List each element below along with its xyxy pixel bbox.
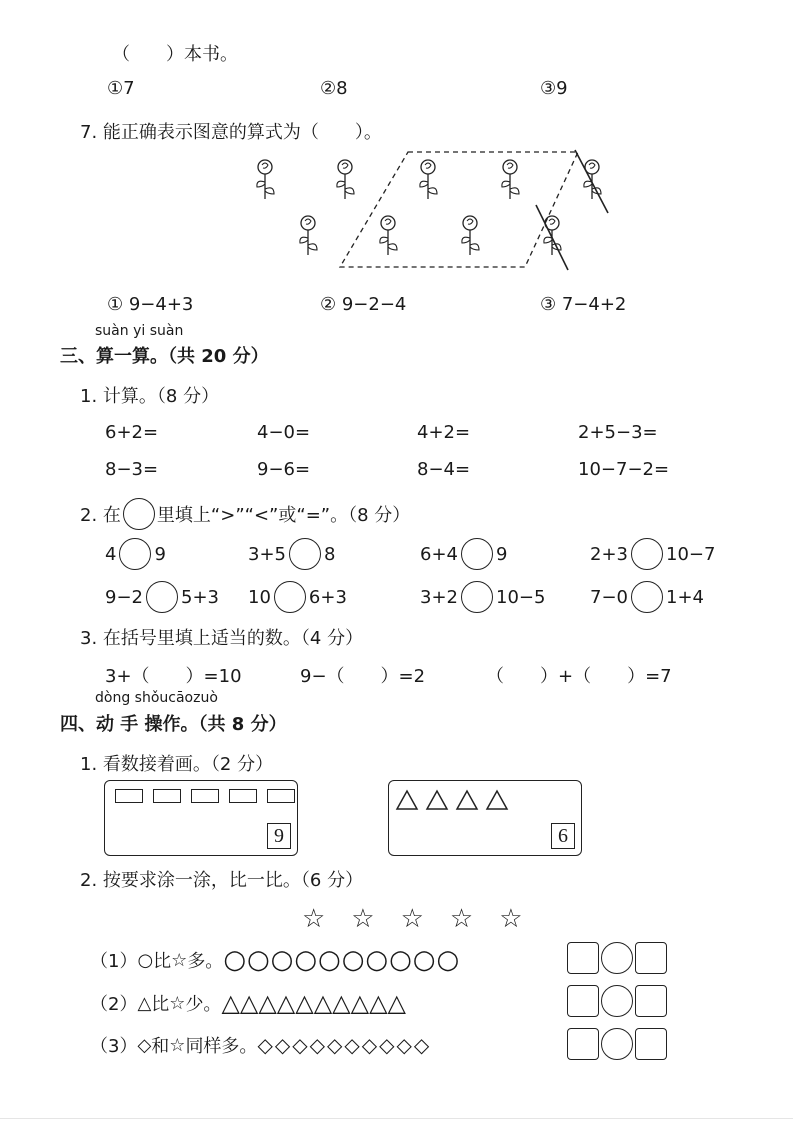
compare-item: 9−2 5+3 <box>105 581 219 613</box>
compare-item: 6+4 9 <box>420 538 507 570</box>
answer-group-3 <box>567 1028 667 1060</box>
answer-circle[interactable] <box>601 942 633 974</box>
triangle-icon <box>397 791 417 809</box>
page-bottom-divider <box>0 1118 793 1119</box>
q6-blank-line: （ ）本书。 <box>112 44 238 65</box>
target-number: 9 <box>267 823 291 849</box>
diamond-row: ◇◇◇◇◇◇◇◇◇◇ <box>257 1033 432 1057</box>
roses-figure <box>240 145 620 280</box>
calc-item: 9−6= <box>257 459 311 480</box>
calc-item: 2+5−3= <box>578 422 658 443</box>
circle-icon: ○ <box>137 949 154 971</box>
s4q2-title: 2. 按要求涂一涂，比一比。（6 分） <box>80 870 364 891</box>
s3q2-title: 2. 在 里填上“>”“<”或“=”。（8 分） <box>80 498 410 530</box>
compare-item: 4 9 <box>105 538 166 570</box>
rose-icon <box>380 216 397 255</box>
answer-circle[interactable] <box>631 581 663 613</box>
rectangle-icon <box>153 789 181 803</box>
triangle-icon <box>457 791 477 809</box>
rose-icon <box>300 216 317 255</box>
target-number: 6 <box>551 823 575 849</box>
rectangle-icon <box>229 789 257 803</box>
q7-option-1: ① 9−4+3 <box>107 294 194 315</box>
rectangle-icon <box>115 789 143 803</box>
answer-group-1 <box>567 942 667 974</box>
circle-icon <box>123 498 155 530</box>
rose-icon <box>337 160 354 199</box>
q6-option-2: ②8 <box>320 78 348 99</box>
answer-circle[interactable] <box>289 538 321 570</box>
answer-circle[interactable] <box>461 581 493 613</box>
answer-circle[interactable] <box>146 581 178 613</box>
compare-item: 10 6+3 <box>248 581 347 613</box>
answer-square[interactable] <box>567 1028 599 1060</box>
rose-icon <box>420 160 437 199</box>
answer-circle[interactable] <box>461 538 493 570</box>
rose-icon <box>462 216 479 255</box>
compare-item: 3+5 8 <box>248 538 335 570</box>
answer-square[interactable] <box>635 942 667 974</box>
s3q1-title: 1. 计算。（8 分） <box>80 386 220 407</box>
triangle-icon: △ <box>137 992 152 1014</box>
dashed-parallelogram <box>340 152 578 267</box>
compare-line-1: （1） ○ 比 ☆ 多。 ○○○○○○○○○○ <box>90 945 461 975</box>
rectangle-icon <box>191 789 219 803</box>
section3-pinyin: suàn yi suàn <box>95 323 184 339</box>
cross-out-line <box>536 205 568 270</box>
triangle-row <box>395 789 525 811</box>
rose-icon <box>257 160 274 199</box>
draw-box-rectangles[interactable] <box>104 780 298 856</box>
answer-square[interactable] <box>635 985 667 1017</box>
star-icon: ☆ <box>169 1034 186 1056</box>
star-icon: ☆ <box>171 949 188 971</box>
triangle-row: △△△△△△△△△△ <box>221 989 407 1017</box>
q6-option-3: ③9 <box>540 78 568 99</box>
compare-item: 3+2 10−5 <box>420 581 545 613</box>
answer-circle[interactable] <box>274 581 306 613</box>
q7-option-2: ② 9−2−4 <box>320 294 407 315</box>
answer-circle[interactable] <box>601 1028 633 1060</box>
diamond-icon: ◇ <box>137 1034 152 1056</box>
fill-item: 9−（ ）=2 <box>300 666 426 687</box>
section4-title: 四、动 手 操作。（共 8 分） <box>60 714 287 735</box>
star-icon: ☆ <box>169 992 186 1014</box>
fill-item: 3+（ ）=10 <box>105 666 242 687</box>
q7-stem: 7. 能正确表示图意的算式为（ ）。 <box>80 122 382 143</box>
q7-option-3: ③ 7−4+2 <box>540 294 627 315</box>
compare-item: 2+3 10−7 <box>590 538 715 570</box>
compare-item: 7−0 1+4 <box>590 581 704 613</box>
compare-line-2: （2） △ 比 ☆ 少。 △△△△△△△△△△ <box>90 989 407 1017</box>
section4-pinyin: dòng shǒucāozuò <box>95 690 218 706</box>
answer-circle[interactable] <box>119 538 151 570</box>
answer-square[interactable] <box>567 985 599 1017</box>
answer-square[interactable] <box>567 942 599 974</box>
draw-box-triangles[interactable] <box>388 780 582 856</box>
calc-item: 4−0= <box>257 422 311 443</box>
section3-title: 三、算一算。（共 20 分） <box>60 346 269 367</box>
rose-icon <box>502 160 519 199</box>
answer-circle[interactable] <box>601 985 633 1017</box>
calc-item: 8−3= <box>105 459 159 480</box>
calc-item: 8−4= <box>417 459 471 480</box>
compare-line-3: （3） ◇ 和 ☆ 同样多。 ◇◇◇◇◇◇◇◇◇◇ <box>90 1033 432 1057</box>
answer-group-2 <box>567 985 667 1017</box>
s4q1-title: 1. 看数接着画。（2 分） <box>80 754 274 775</box>
star-row: ☆ ☆ ☆ ☆ ☆ <box>302 904 523 934</box>
triangle-icon <box>487 791 507 809</box>
calc-item: 6+2= <box>105 422 159 443</box>
fill-item: （ ）+（ ）=7 <box>486 666 672 687</box>
q6-option-1: ①7 <box>107 78 135 99</box>
triangle-icon <box>427 791 447 809</box>
circle-row: ○○○○○○○○○○ <box>223 945 461 975</box>
rectangle-icon <box>267 789 295 803</box>
answer-circle[interactable] <box>631 538 663 570</box>
answer-square[interactable] <box>635 1028 667 1060</box>
s3q3-title: 3. 在括号里填上适当的数。（4 分） <box>80 628 364 649</box>
calc-item: 4+2= <box>417 422 471 443</box>
calc-item: 10−7−2= <box>578 459 670 480</box>
rectangle-row <box>115 789 305 803</box>
